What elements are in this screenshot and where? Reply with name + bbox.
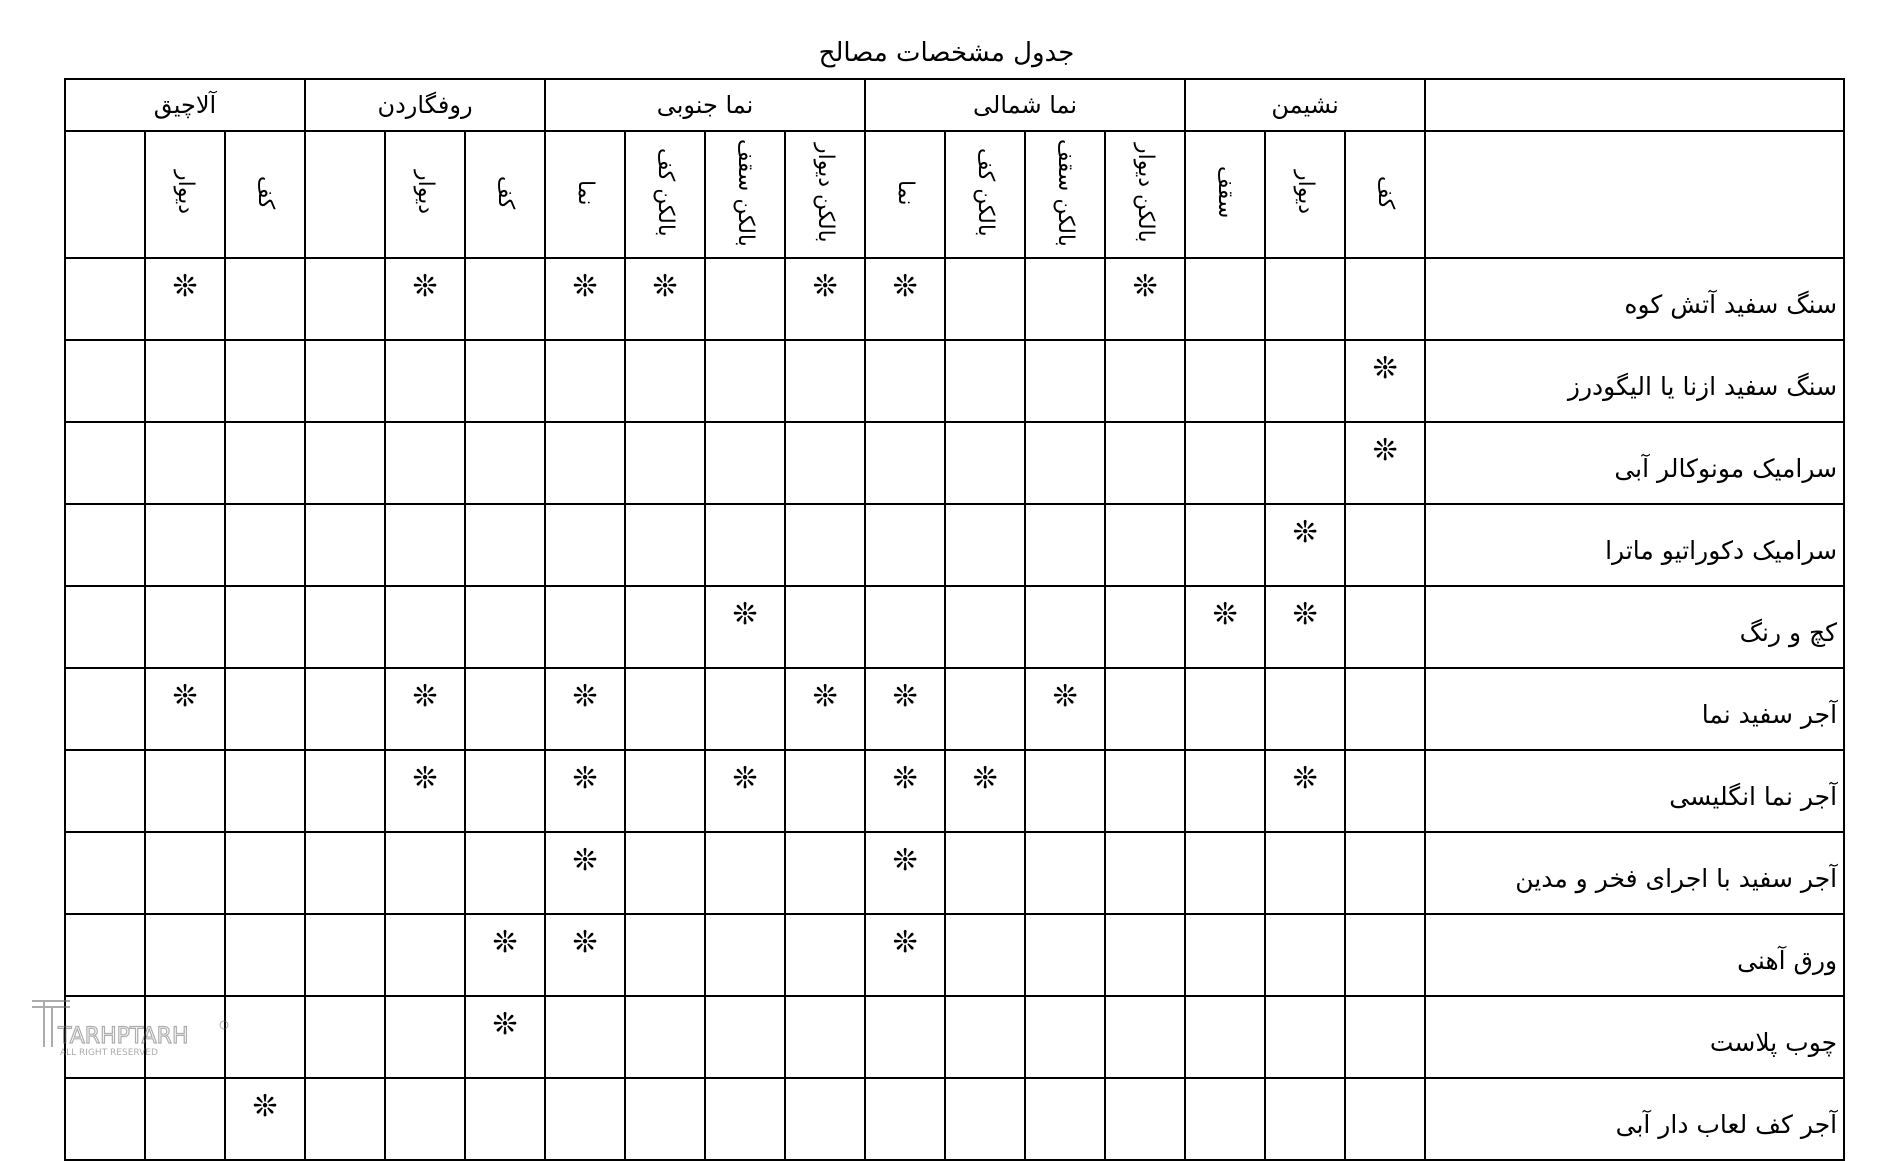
grid-cell <box>1345 996 1425 1078</box>
asterisk-mark: ❊ <box>1212 597 1238 632</box>
grid-cell <box>785 1078 865 1160</box>
grid-cell <box>465 668 545 750</box>
asterisk-mark: ❊ <box>172 269 198 304</box>
grid-cell <box>625 504 705 586</box>
asterisk-mark: ❊ <box>492 925 518 960</box>
grid-cell <box>945 340 1025 422</box>
materials-table <box>64 78 1845 1161</box>
asterisk-mark: ❊ <box>572 925 598 960</box>
grid-cell <box>785 832 865 914</box>
material-label: سرامیک مونوکالر آبی <box>1425 422 1844 504</box>
grid-cell <box>625 422 705 504</box>
grid-cell <box>945 1078 1025 1160</box>
material-label: آجر نما انگلیسی <box>1425 750 1844 832</box>
grid-cell <box>945 586 1025 668</box>
table-row <box>65 504 1844 586</box>
grid-cell <box>625 340 705 422</box>
grid-cell <box>465 996 545 1078</box>
grid-cell <box>1025 668 1105 750</box>
grid-cell <box>465 586 545 668</box>
grid-cell <box>225 914 305 996</box>
logo-tagline: ALL RIGHT RESERVED <box>60 1048 158 1057</box>
grid-cell <box>1185 996 1265 1078</box>
grid-cell <box>465 750 545 832</box>
grid-cell <box>1345 1078 1425 1160</box>
sub-header <box>65 131 145 258</box>
grid-cell <box>225 340 305 422</box>
grid-cell <box>1345 504 1425 586</box>
materials-table-container <box>64 78 1843 1139</box>
grid-cell <box>945 750 1025 832</box>
corner-cell <box>1425 131 1844 258</box>
sub-header <box>945 131 1025 258</box>
grid-cell <box>785 504 865 586</box>
sub-header <box>465 131 545 258</box>
grid-cell <box>305 750 385 832</box>
group-header-row <box>65 79 1844 131</box>
sub-header <box>1345 131 1425 258</box>
grid-cell <box>385 668 465 750</box>
material-label: چوب پلاست <box>1425 996 1844 1078</box>
grid-cell <box>1105 1078 1185 1160</box>
grid-cell <box>1105 422 1185 504</box>
asterisk-mark: ❊ <box>892 761 918 796</box>
grid-cell <box>1265 422 1345 504</box>
table-row <box>65 422 1844 504</box>
grid-cell <box>225 832 305 914</box>
grid-cell <box>1345 258 1425 340</box>
grid-cell <box>225 668 305 750</box>
asterisk-mark: ❊ <box>892 925 918 960</box>
asterisk-mark: ❊ <box>252 1089 278 1124</box>
grid-cell <box>545 340 625 422</box>
grid-cell <box>145 914 225 996</box>
grid-cell <box>385 586 465 668</box>
grid-cell <box>1345 340 1425 422</box>
table-row <box>65 340 1844 422</box>
grid-cell <box>385 340 465 422</box>
grid-cell <box>545 422 625 504</box>
grid-cell <box>1025 258 1105 340</box>
sub-header-label: دیوار <box>173 170 199 215</box>
grid-cell <box>385 504 465 586</box>
grid-cell <box>1265 586 1345 668</box>
grid-cell <box>1025 750 1105 832</box>
grid-cell <box>1345 750 1425 832</box>
grid-cell <box>705 832 785 914</box>
grid-cell <box>625 586 705 668</box>
grid-cell <box>705 504 785 586</box>
grid-cell <box>145 586 225 668</box>
grid-cell <box>385 258 465 340</box>
grid-cell <box>305 504 385 586</box>
grid-cell <box>65 668 145 750</box>
grid-cell <box>945 504 1025 586</box>
grid-cell <box>865 422 945 504</box>
sub-header-label: سقف <box>1213 166 1239 219</box>
grid-cell <box>865 504 945 586</box>
grid-cell <box>145 422 225 504</box>
grid-cell <box>705 422 785 504</box>
grid-cell <box>385 422 465 504</box>
grid-cell <box>1185 668 1265 750</box>
grid-cell <box>705 668 785 750</box>
grid-cell <box>305 668 385 750</box>
material-label: کچ و رنگ <box>1425 586 1844 668</box>
asterisk-mark: ❊ <box>1372 433 1398 468</box>
grid-cell <box>65 340 145 422</box>
asterisk-mark: ❊ <box>812 679 838 714</box>
grid-cell <box>385 832 465 914</box>
asterisk-mark: ❊ <box>492 1007 518 1042</box>
material-label: سنگ سفید ازنا یا الیگودرز <box>1425 340 1844 422</box>
grid-cell <box>1185 832 1265 914</box>
grid-cell <box>465 914 545 996</box>
grid-cell <box>65 750 145 832</box>
grid-cell <box>865 668 945 750</box>
grid-cell <box>1185 504 1265 586</box>
grid-cell <box>1025 914 1105 996</box>
grid-cell <box>545 1078 625 1160</box>
asterisk-mark: ❊ <box>732 597 758 632</box>
sub-header <box>865 131 945 258</box>
grid-cell <box>785 668 865 750</box>
grid-cell <box>1105 914 1185 996</box>
material-label: آجر کف لعاب دار آبی <box>1425 1078 1844 1160</box>
grid-cell <box>465 258 545 340</box>
grid-cell <box>705 1078 785 1160</box>
grid-cell <box>145 1078 225 1160</box>
grid-cell <box>1185 340 1265 422</box>
grid-cell <box>1265 832 1345 914</box>
material-label: آجر سفید با اجرای فخر و مدین <box>1425 832 1844 914</box>
grid-cell <box>1025 340 1105 422</box>
grid-cell <box>145 832 225 914</box>
grid-cell <box>705 750 785 832</box>
grid-cell <box>705 914 785 996</box>
grid-cell <box>145 668 225 750</box>
grid-cell <box>145 258 225 340</box>
grid-cell <box>305 586 385 668</box>
grid-cell <box>1265 504 1345 586</box>
grid-cell <box>65 504 145 586</box>
asterisk-mark: ❊ <box>812 269 838 304</box>
grid-cell <box>865 340 945 422</box>
sub-header <box>385 131 465 258</box>
grid-cell <box>865 1078 945 1160</box>
sub-header <box>225 131 305 258</box>
grid-cell <box>785 586 865 668</box>
grid-cell <box>1105 832 1185 914</box>
sub-header <box>305 131 385 258</box>
grid-cell <box>385 750 465 832</box>
sub-header <box>1185 131 1265 258</box>
grid-cell <box>625 750 705 832</box>
grid-cell <box>465 832 545 914</box>
grid-cell <box>385 1078 465 1160</box>
grid-cell <box>225 1078 305 1160</box>
tarhptarh-logo <box>30 995 230 1057</box>
grid-cell <box>465 504 545 586</box>
grid-cell <box>545 586 625 668</box>
grid-cell <box>1265 668 1345 750</box>
grid-cell <box>865 586 945 668</box>
asterisk-mark: ❊ <box>572 843 598 878</box>
material-label: سنگ سفید آتش کوه <box>1425 258 1844 340</box>
sub-header-label: نما <box>573 179 599 206</box>
grid-cell <box>145 504 225 586</box>
sub-header-label: کف <box>493 175 519 210</box>
sub-header <box>1265 131 1345 258</box>
table-row <box>65 996 1844 1078</box>
grid-cell <box>1265 340 1345 422</box>
sub-header-label: کف <box>1373 175 1399 210</box>
grid-cell <box>625 914 705 996</box>
sub-header <box>1025 131 1105 258</box>
grid-cell <box>225 422 305 504</box>
asterisk-mark: ❊ <box>732 761 758 796</box>
asterisk-mark: ❊ <box>1052 679 1078 714</box>
grid-cell <box>1185 914 1265 996</box>
table-row <box>65 668 1844 750</box>
grid-cell <box>305 258 385 340</box>
grid-cell <box>1185 750 1265 832</box>
asterisk-mark: ❊ <box>1292 597 1318 632</box>
grid-cell <box>1025 422 1105 504</box>
grid-cell <box>1345 422 1425 504</box>
grid-cell <box>785 422 865 504</box>
grid-cell <box>945 832 1025 914</box>
grid-cell <box>305 914 385 996</box>
grid-cell <box>225 750 305 832</box>
sub-header-label: کف <box>253 175 279 210</box>
grid-cell <box>1105 340 1185 422</box>
asterisk-mark: ❊ <box>572 761 598 796</box>
asterisk-mark: ❊ <box>1132 269 1158 304</box>
group-header: آلاچیق <box>65 79 305 131</box>
grid-cell <box>705 586 785 668</box>
group-header: نما جنوبی <box>545 79 865 131</box>
grid-cell <box>305 996 385 1078</box>
grid-cell <box>65 422 145 504</box>
grid-cell <box>1345 586 1425 668</box>
grid-cell <box>1105 258 1185 340</box>
grid-cell <box>785 914 865 996</box>
grid-cell <box>1265 258 1345 340</box>
material-label: سرامیک دکوراتیو ماترا <box>1425 504 1844 586</box>
group-header: روفگاردن <box>305 79 545 131</box>
grid-cell <box>65 1078 145 1160</box>
grid-cell <box>705 996 785 1078</box>
grid-cell <box>1185 258 1265 340</box>
grid-cell <box>545 668 625 750</box>
grid-cell <box>1265 750 1345 832</box>
grid-cell <box>945 914 1025 996</box>
grid-cell <box>545 996 625 1078</box>
grid-cell <box>945 668 1025 750</box>
grid-cell <box>1105 996 1185 1078</box>
grid-cell <box>305 832 385 914</box>
sub-header-row <box>65 131 1844 258</box>
table-row <box>65 258 1844 340</box>
asterisk-mark: ❊ <box>1292 761 1318 796</box>
grid-cell <box>865 750 945 832</box>
grid-cell <box>625 996 705 1078</box>
group-header <box>1425 79 1844 131</box>
grid-cell <box>225 996 305 1078</box>
grid-cell <box>545 504 625 586</box>
grid-cell <box>545 750 625 832</box>
sub-header <box>1105 131 1185 258</box>
grid-cell <box>465 1078 545 1160</box>
logo-wordmark: TARHPTARH <box>58 1024 189 1049</box>
grid-cell <box>65 258 145 340</box>
grid-cell <box>865 258 945 340</box>
grid-cell <box>945 996 1025 1078</box>
asterisk-mark: ❊ <box>572 269 598 304</box>
grid-cell <box>305 340 385 422</box>
grid-cell <box>1105 586 1185 668</box>
grid-cell <box>1345 914 1425 996</box>
grid-cell <box>1185 422 1265 504</box>
grid-cell <box>1105 504 1185 586</box>
grid-cell <box>1265 1078 1345 1160</box>
grid-cell <box>65 914 145 996</box>
grid-cell <box>1265 996 1345 1078</box>
grid-cell <box>225 586 305 668</box>
grid-cell <box>1345 832 1425 914</box>
material-label: ورق آهنی <box>1425 914 1844 996</box>
sub-header <box>705 131 785 258</box>
table-row <box>65 586 1844 668</box>
sub-header-label: بالکن دیوار <box>813 142 839 243</box>
grid-cell <box>1345 668 1425 750</box>
group-header: نشیمن <box>1185 79 1425 131</box>
material-label: آجر سفید نما <box>1425 668 1844 750</box>
table-row <box>65 832 1844 914</box>
grid-cell <box>1025 586 1105 668</box>
grid-cell <box>945 422 1025 504</box>
asterisk-mark: ❊ <box>572 679 598 714</box>
grid-cell <box>1025 504 1105 586</box>
sub-header <box>785 131 865 258</box>
grid-cell <box>1185 586 1265 668</box>
asterisk-mark: ❊ <box>652 269 678 304</box>
asterisk-mark: ❊ <box>892 679 918 714</box>
sub-header-label: بالکن کف <box>973 148 999 237</box>
grid-cell <box>865 832 945 914</box>
sub-header-label: بالکن کف <box>653 148 679 237</box>
table-row <box>65 914 1844 996</box>
grid-cell <box>225 258 305 340</box>
asterisk-mark: ❊ <box>412 761 438 796</box>
sub-header <box>145 131 225 258</box>
grid-cell <box>1025 832 1105 914</box>
asterisk-mark: ❊ <box>892 269 918 304</box>
grid-cell <box>385 914 465 996</box>
grid-cell <box>785 258 865 340</box>
grid-cell <box>625 832 705 914</box>
grid-cell <box>545 914 625 996</box>
sub-header-label: بالکن دیوار <box>1133 142 1159 243</box>
grid-cell <box>705 258 785 340</box>
group-header: نما شمالی <box>865 79 1185 131</box>
grid-cell <box>145 750 225 832</box>
asterisk-mark: ❊ <box>972 761 998 796</box>
grid-cell <box>1185 1078 1265 1160</box>
asterisk-mark: ❊ <box>892 843 918 878</box>
sub-header-label: دیوار <box>1293 170 1319 215</box>
grid-cell <box>145 340 225 422</box>
grid-cell <box>865 996 945 1078</box>
grid-cell <box>65 832 145 914</box>
grid-cell <box>545 832 625 914</box>
grid-cell <box>225 504 305 586</box>
grid-cell <box>545 258 625 340</box>
grid-cell <box>625 668 705 750</box>
sub-header-label: نما <box>893 179 919 206</box>
asterisk-mark: ❊ <box>1292 515 1318 550</box>
asterisk-mark: ❊ <box>412 269 438 304</box>
grid-cell <box>305 422 385 504</box>
grid-cell <box>1105 668 1185 750</box>
asterisk-mark: ❊ <box>172 679 198 714</box>
table-row <box>65 1078 1844 1160</box>
grid-cell <box>1025 996 1105 1078</box>
asterisk-mark: ❊ <box>1372 351 1398 386</box>
grid-cell <box>785 996 865 1078</box>
grid-cell <box>385 996 465 1078</box>
grid-cell <box>945 258 1025 340</box>
sub-header-label: دیوار <box>413 170 439 215</box>
grid-cell <box>465 340 545 422</box>
table-row <box>65 750 1844 832</box>
sub-header <box>545 131 625 258</box>
grid-cell <box>65 586 145 668</box>
grid-cell <box>1105 750 1185 832</box>
grid-cell <box>1025 1078 1105 1160</box>
grid-cell <box>705 340 785 422</box>
table-title: جدول مشخصات مصالح <box>818 38 1075 68</box>
grid-cell <box>785 340 865 422</box>
asterisk-mark: ❊ <box>412 679 438 714</box>
sub-header <box>625 131 705 258</box>
sub-header-label: بالکن سقف <box>1053 138 1079 247</box>
grid-cell <box>305 1078 385 1160</box>
grid-cell <box>465 422 545 504</box>
grid-cell <box>865 914 945 996</box>
sub-header-label: بالکن سقف <box>733 138 759 247</box>
grid-cell <box>1265 914 1345 996</box>
grid-cell <box>625 1078 705 1160</box>
grid-cell <box>785 750 865 832</box>
grid-cell <box>625 258 705 340</box>
